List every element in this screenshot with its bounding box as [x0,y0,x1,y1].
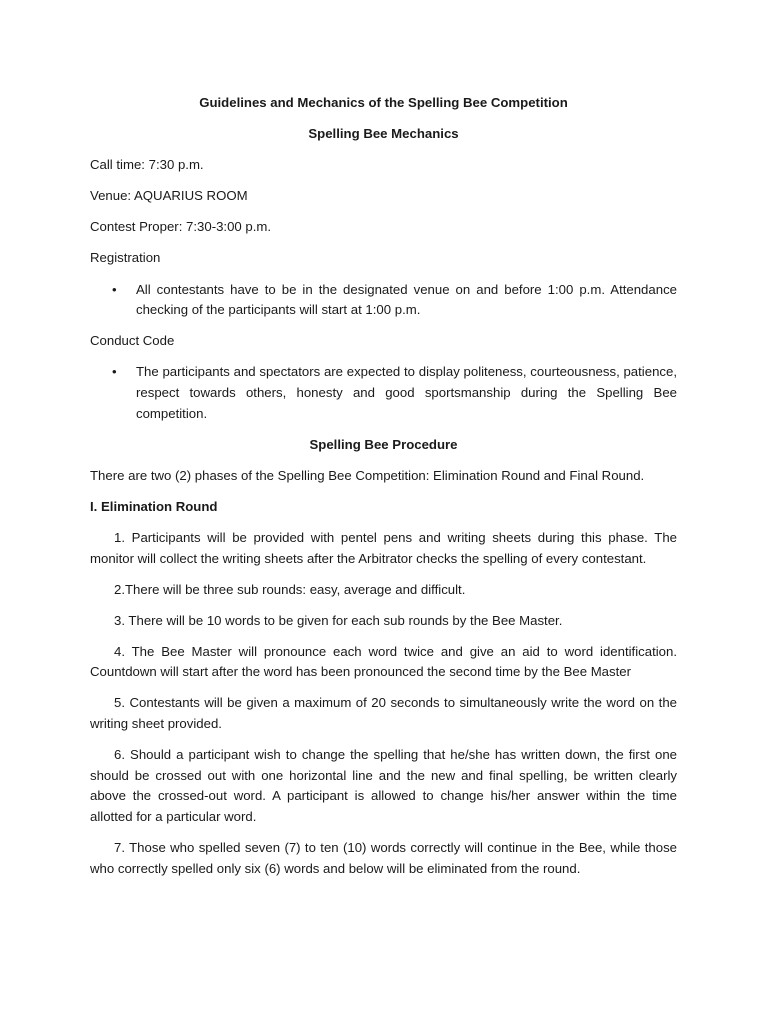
registration-bullet-item [90,280,677,321]
procedure-heading: Spelling Bee Procedure [309,436,458,452]
conduct-bullet-item [90,362,677,424]
list-item: 4. The Bee Master will pronounce each word twice and give an aid to word identification. Countdown will start after the word has been pronounced the second time by the Bee Master [90,643,677,680]
list-item: 3. There will be 10 words to be given for each sub rounds by the Bee Master. [114,612,563,628]
document-title: Guidelines and Mechanics of the Spelling Bee Competition [199,95,568,110]
phases-text: There are two (2) phases of the Spelling Bee Competition: Elimination Round and Final Round. [90,467,645,483]
list-item: 7. Those who spelled seven (7) to ten (10) words correctly will continue in the Bee, while those who correctly spelled only six (6) words and below will be eliminated from the round. [90,840,677,876]
call-time: Call time: 7:30 p.m. [90,157,204,173]
list-item: 1. Participants will be provided with pentel pens and writing sheets during this phase. The monitor will collect the writing sheets after the Arbitrator checks the spelling of every contestant. [90,529,677,566]
bullet-icon: • [112,281,117,297]
contest-proper: Contest Proper: 7:30-3:00 p.m. [90,219,272,235]
conduct-bullet-text: The participants and spectators are expected to display politeness, courteousness, patience, respect towards others, honesty and good sportsmanship during the Spelling Bee competition. [136,364,677,421]
bullet-icon: • [112,364,117,380]
venue: Venue: AQUARIUS ROOM [90,188,248,204]
list-item: 5. Contestants will be given a maximum of 20 seconds to simultaneously write the word on the writing sheet provided. [90,695,677,732]
registration-bullet-text: All contestants have to be in the designated venue on and before 1:00 p.m. Attendance checking of the participants will start at 1:00 p.m. [136,281,677,318]
registration-heading: Registration [90,250,161,266]
document-page [90,93,677,890]
section-title-mechanics: Spelling Bee Mechanics [308,126,459,142]
elimination-heading: I. Elimination Round [90,498,218,514]
list-item: 2.There will be three sub rounds: easy, average and difficult. [114,581,466,597]
conduct-heading: Conduct Code [90,333,175,349]
list-item: 6. Should a participant wish to change the spelling that he/she has written down, the first one should be crossed out with one horizontal line and the new and final spelling, be written clearly above the crossed-out word. A participant is allowed to change his/her answer within the time allotted for a particular word. [90,747,677,824]
